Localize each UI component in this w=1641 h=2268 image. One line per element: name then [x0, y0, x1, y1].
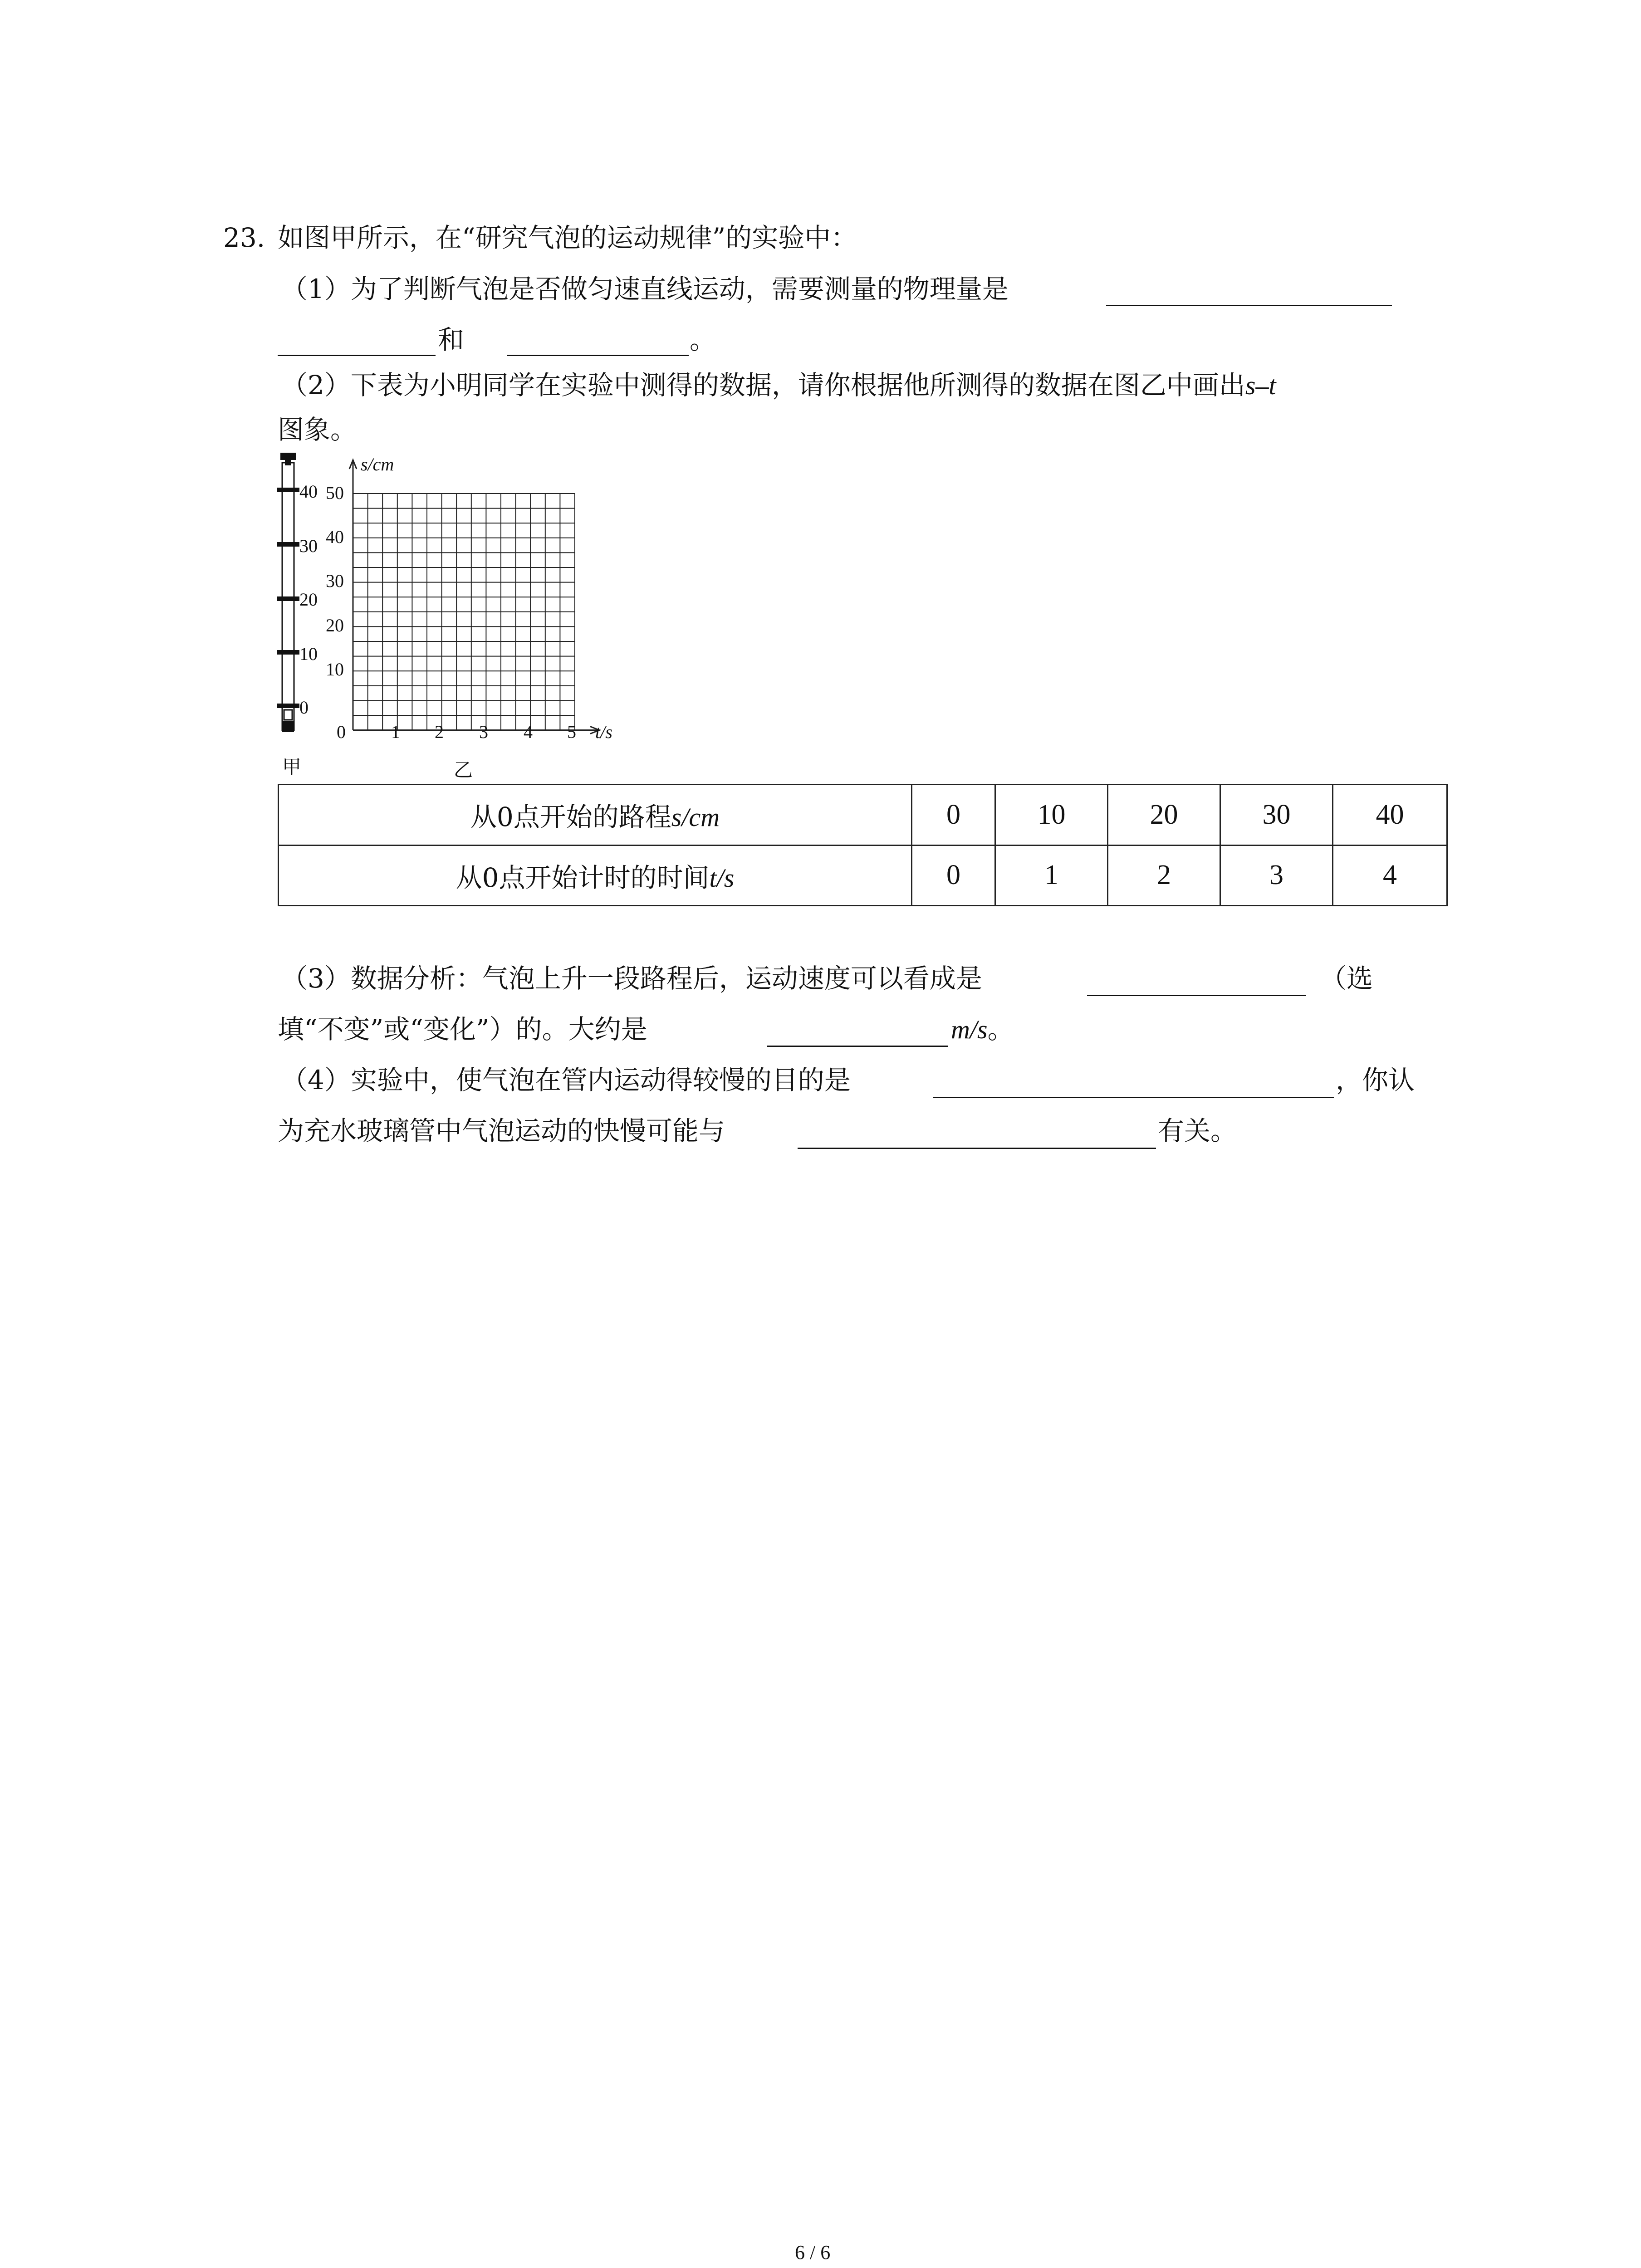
part4-line2: 为充水玻璃管中气泡运动的快慢可能与: [278, 1115, 725, 1146]
part3-line1-suffix: （选: [1320, 963, 1373, 994]
part4-line2-suffix: 有关。: [1158, 1115, 1237, 1146]
part4-line1: （4）实验中，使气泡在管内运动得较慢的目的是: [281, 1065, 851, 1095]
tube-tick-20: 20: [299, 589, 318, 610]
y-tick-20: 20: [326, 615, 344, 635]
table-cell: 40: [1333, 785, 1447, 846]
part2-line2: 图象。: [278, 414, 357, 445]
table-cell: 3: [1220, 845, 1333, 906]
y-axis-label: s/cm: [361, 454, 394, 474]
page-number: 6 / 6: [795, 2241, 831, 2263]
table-cell: 1: [995, 845, 1108, 906]
table-cell: 10: [995, 785, 1108, 846]
row-label-var: t/s: [709, 863, 735, 893]
part3-line1: （3）数据分析：气泡上升一段路程后，运动速度可以看成是: [281, 963, 982, 994]
answer-blank-4a[interactable]: [933, 1097, 1334, 1098]
figure-yi-grid[interactable]: [318, 449, 635, 744]
part3-unit: [951, 1016, 1014, 1043]
question-number: 23.: [223, 222, 265, 253]
row-label-time: [279, 845, 912, 906]
tube-tick-30: 30: [299, 536, 318, 556]
x-tick-5: 5: [567, 722, 576, 742]
part3-line2: 填“不变”或“变化”）的。大约是: [278, 1014, 647, 1045]
answer-blank-3b[interactable]: [767, 1046, 948, 1047]
part1-connector: 和: [438, 324, 465, 355]
figure-yi-label: 乙: [454, 759, 473, 781]
part2-line1-var: s–t: [1245, 371, 1276, 400]
figure-jia-label: 甲: [282, 756, 302, 778]
part1-line1: （1）为了判断气泡是否做匀速直线运动，需要测量的物理量是: [281, 274, 1009, 304]
row-label-text: 从0点开始的路程: [470, 802, 671, 833]
part2-line1: [281, 372, 1276, 399]
tube-tick-40: 40: [299, 481, 318, 502]
answer-blank-4b[interactable]: [798, 1148, 1156, 1149]
x-tick-0: 0: [337, 722, 346, 742]
row-label-var: s/cm: [671, 802, 720, 832]
table-cell: 2: [1108, 845, 1220, 906]
y-tick-10: 10: [326, 659, 344, 679]
y-tick-40: 40: [326, 527, 344, 547]
table-cell: 20: [1108, 785, 1220, 846]
y-tick-30: 30: [326, 571, 344, 591]
x-axis-label: t/s: [595, 722, 612, 742]
x-tick-3: 3: [479, 722, 488, 742]
x-tick-4: 4: [524, 722, 533, 742]
table-cell: 0: [912, 845, 995, 906]
data-table: [278, 784, 1448, 906]
answer-blank-1c[interactable]: [507, 355, 689, 356]
tube-tick-10: 10: [299, 644, 318, 664]
speed-unit: m/s: [951, 1015, 988, 1044]
table-row: [279, 785, 1447, 846]
question-intro: 如图甲所示，在“研究气泡的运动规律”的实验中：: [278, 222, 857, 253]
table-cell: 0: [912, 785, 995, 846]
tube-tick-0: 0: [299, 697, 309, 718]
part4-line1-suffix: ，你认: [1336, 1065, 1415, 1095]
table-cell: 30: [1220, 785, 1333, 846]
part1-end: 。: [690, 324, 716, 355]
answer-blank-3a[interactable]: [1087, 995, 1306, 996]
x-tick-1: 1: [391, 722, 400, 742]
answer-blank-1a[interactable]: [1106, 305, 1392, 306]
x-tick-2: 2: [435, 722, 444, 742]
table-row: [279, 845, 1447, 906]
table-cell: 4: [1333, 845, 1447, 906]
part2-line1-text: （2）下表为小明同学在实验中测得的数据，请你根据他所测得的数据在图乙中画出: [281, 370, 1245, 401]
row-label-text: 从0点开始计时的时间: [456, 862, 710, 893]
row-label-distance: [279, 785, 912, 846]
y-tick-50: 50: [326, 483, 344, 503]
part3-end: 。: [987, 1014, 1014, 1045]
answer-blank-1b[interactable]: [278, 355, 436, 356]
